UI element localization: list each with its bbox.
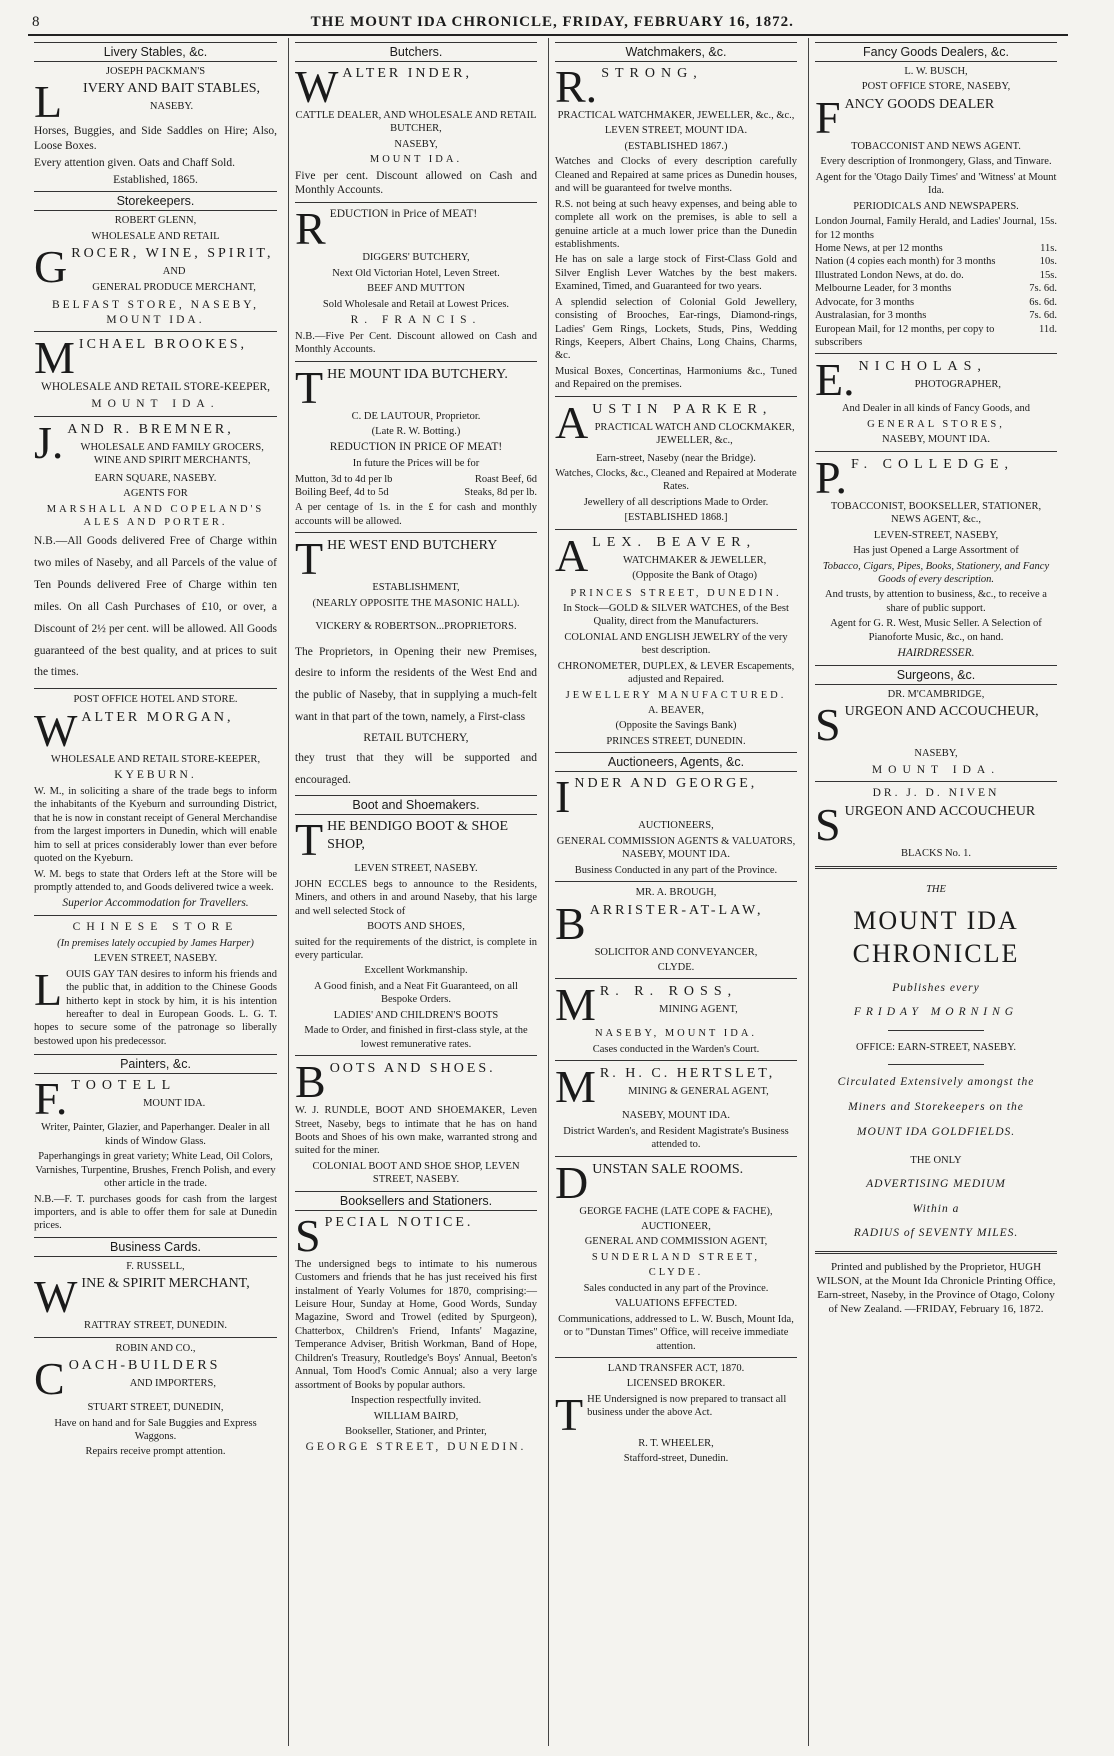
ad-nicholas: E. NICHOLAS, PHOTOGRAPHER, And Dealer in all kinds of Fancy Goods, and GENERAL STORES, NASEBY, MOUNT IDA. [815,354,1031,446]
column-2 [288,38,543,1746]
ad-west-end-butchery: THE WEST END BUTCHERY ESTABLISHMENT, (NEARLY OPPOSITE THE MASONIC HALL). VICKERY & ROBERTSON...PROPRIETORS. The Proprietors, in Opening their new Premises, desire to inform the residents of the West End and the public of Naseby, that in supplying a much-felt want in that part of the town, namely, a First-class RETAIL BUTCHERY, they trust that they will be supported and encouraged. [295,533,537,786]
section-auctioneers: Auctioneers, Agents, &c. [555,752,797,772]
ad-brookes: MICHAEL BROOKES, WHOLESALE AND RETAIL STORE-KEEPER, MOUNT IDA. [34,332,271,411]
section-painters: Painters, &c. [34,1054,277,1074]
ad-bendigo: THE BENDIGO BOOT & SHOE SHOP, LEVEN STREET, NASEBY. JOHN ECCLES begs to announce to the Residents, Miners, and others in and around Naseby, that his large and well selected Stock of BOOTS AND SHOES, suited for the requirements of the district, is complete in every particular. Excellent Workmanship. A Good finish, and a Neat Fit Guaranteed, on all Bespoke Orders. LADIES' AND CHILDREN'S BOOTS Made to Order, and finished in first-class style, at the lowest remunerative rates. [295,814,537,1050]
ad-busch: L. W. BUSCH, POST OFFICE STORE, NASEBY, FANCY GOODS DEALER TOBACCONIST AND NEWS AGENT. Every description of Ironmongery, Glass, and Tinware. Agent for the 'Otago Daily Times' and 'Witness' at Mount Ida. PERIODICALS AND NEWSPAPERS. London Journal, Family Herald, and Ladies' Journal, for 12 months 15s. Home News, at per 12 months 11s. Nation (4 copies each month) for 3 months 10s. Illustrated London News, at do. do. 15s. Melbourne Leader, for 3 months 7s. 6d. Advocate, for 3 months 6s. 6d. Australasian, for 3 months 7s. 6d. European Mail, for 12 months, per copy to subscribers 11d. [815,66,1057,348]
newspaper-page [28,12,1068,1746]
column-3 [548,38,803,1746]
section-storekeepers: Storekeepers. [34,191,277,211]
ad-ross: M R. R. ROSS, MINING AGENT, NASEBY, MOUNT IDA. Cases conducted in the Warden's Court. [555,979,760,1055]
ad-chronicle: THE MOUNT IDA CHRONICLE Publishes every FRIDAY MORNING OFFICE: EARN-STREET, NASEBY. Circulated Extensively amongst the Miners and Storekeepers on the MOUNT IDA GOLDFIELDS. THE ONLY ADVERTISING MEDIUM Within a RADIUS of SEVENTY MILES. [837,883,1035,1240]
ad-chinese-store: CHINESE STORE (In premises lately occupied by James Harper) LEVEN STREET, NASEBY. LOUIS GAY TAN desires to inform his friends and the public that, in addition to the Chinese Goods hitherto kept in stock by him, it is his intention hereafter to deal in European Goods. L. G. T. hopes to secure some of the patronage so liberally bestowed upon his predecessor. [34,921,277,1047]
ad-colledge: P. F. COLLEDGE, TOBACCONIST, BOOKSELLER, STATIONER, NEWS AGENT, &c., LEVEN-STREET, NASEBY, Has just Opened a Large Assortment of Tobacco, Cigars, Pipes, Books, Stationery, and Fancy Goods of every description. And trusts, by attention to business, &c., to receive a share of public support. Agent for G. R. West, Music Seller. A Selection of Pianoforte Music, &c., on hand. HAIRDRESSER. [815,451,1050,660]
ad-brough: MR. A. BROUGH, BARRISTER-AT-LAW, SOLICITOR AND CONVEYANCER, CLYDE. [555,887,764,973]
ad-russell: F. RUSSELL, WINE & SPIRIT MERCHANT, RATTRAY STREET, DUNEDIN. [34,1260,250,1332]
ad-baird: SPECIAL NOTICE. The undersigned begs to intimate to his numerous Customers and friends that he has just received his first instalment of Yearly Volumes for 1870, comprising:—Leisure Hour, Sunday at Home, Good Words, Sunday Magazine, Sword and Trowel (edited by Spurgeon), Chatterbox, Children's Friend, Infants' Magazine, Temperance Adviser, British Workman, Band of Hope, Children's Treasury, Routledge's Boys' Annual, Beeton's Annual, Tom Hood's Comic Annual; also a very large assortment of Books by popular authors. Inspection respectfully invited. WILLIAM BAIRD, Bookseller, Stationer, and Printer, GEORGE STREET, DUNEDIN. [295,1209,537,1454]
column-1 [28,38,283,1746]
ad-packman: JOSEPH PACKMAN'S L IVERY AND BAIT STABLES, NASEBY. Horses, Buggies, and Side Saddles on Hire; Also, Loose Boxes. Every attention given. Oats and Chaff Sold. Established, 1865. [34,66,277,186]
section-surgeons: Surgeons, &c. [815,665,1057,685]
ad-beaver: ALEX. BEAVER, WATCHMAKER & JEWELLER, (Opposite the Bank of Otago) PRINCES STREET, DUNEDIN. In Stock—GOLD & SILVER WATCHES, of the Best Quality, direct from the Manufacturers. COLONIAL AND ENGLISH JEWELRY of the very best description. CHRONOMETER, DUPLEX, & LEVER Escapements, adjusted and Repaired. JEWELLERY MANUFACTURED. A. BEAVER, (Opposite the Savings Bank) PRINCES STREET, DUNEDIN. [555,529,795,747]
section-books: Booksellers and Stationers. [295,1191,537,1211]
section-livery: Livery Stables, &c. [34,42,277,62]
ad-diggers: REDUCTION in Price of MEAT! DIGGERS' BUTCHERY, Next Old Victorian Hotel, Leven Street. BEEF AND MUTTON Sold Wholesale and Retail at Lowest Prices. R. FRANCIS. N.B.—Five Per Cent. Discount allowed on Cash and Monthly Accounts. [295,203,537,356]
imprint: Printed and published by the Proprietor, HUGH WILSON, at the Mount Ida Chronicle Printing Office, Earn-street, Naseby, in the Province of Otago, Colony of New Zealand. —FRIDAY, February 16, 1872. [816,1261,1056,1316]
ad-strong: R. STRONG, PRACTICAL WATCHMAKER, JEWELLER, &c., &c., LEVEN STREET, MOUNT IDA. (ESTABLISHED 1867.) Watches and Clocks of every description carefully Cleaned and Repaired at same prices as Dunedin houses, and will be guaranteed for twelve months. R.S. not being at such heavy expenses, and being able to complete all work on the premises, is able to sell a genuine article at a much lower price than the Dunedin establishments. He has on sale a large stock of First-Class Gold and Silver English Lever Watches by the best makers. Examined, Timed, and Guaranteed for two years. A splendid selection of Colonial Gold Jewellery, consisting of Brooches, Ear-rings, Diamond-rings, Ladies' Gem Rings, Lockets, Studs, Pins, Wedding Rings, Keepers, Albert Chains, Long Chains, Charms, &c. Musical Boxes, Concertinas, Harmoniums &c., Tuned and Repaired on the premises. [555,61,797,391]
ad-bremner: J. AND R. BREMNER, WHOLESALE AND FAMILY GROCERS, WINE AND SPIRIT MERCHANTS, EARN SQUARE, NASEBY. AGENTS FOR MARSHALL AND COPELAND'S ALES AND PORTER. N.B.—All Goods delivered Free of Charge within two miles of Naseby, and all Parcels of the value of Ten Pounds delivered Free of Charge within ten miles. On all Cash Purchases of £10, or over, a Discount of 2½ per cent. will be allowed. All Goods guaranteed of the best quality, and at prices to suit the times. [34,416,277,679]
section-fancy-goods: Fancy Goods Dealers, &c. [815,42,1057,62]
column-4 [808,38,1063,1746]
masthead [28,12,1068,36]
ad-hertslet: M R. H. C. HERTSLET, MINING & GENERAL AGENT, NASEBY, MOUNT IDA. District Warden's, and Resident Magistrate's Business attended to. [555,1061,789,1151]
ad-glenn: ROBERT GLENN, WHOLESALE AND RETAIL GROCER, WINE, SPIRIT, AND GENERAL PRODUCE MERCHANT, BELFAST STORE, NASEBY, MOUNT IDA. [34,215,274,326]
ad-parker: AUSTIN PARKER, PRACTICAL WATCH AND CLOCKMAKER, JEWELLER, &c., Earn-street, Naseby (near the Bridge). Watches, Clocks, &c., Cleaned and Repaired at Moderate Rates. Jewellery of all descriptions Made to Order. [ESTABLISHED 1868.] [555,396,797,524]
ad-robin: ROBIN AND CO., COACH-BUILDERS AND IMPORTERS, STUART STREET, DUNEDIN, Have on hand and for Sale Buggies and Express Waggons. Repairs receive prompt attention. [34,1342,257,1458]
columns [28,38,1068,1746]
ad-inder: WALTER INDER, CATTLE DEALER, AND WHOLESALE AND RETAIL BUTCHER, NASEBY, MOUNT IDA. Five per cent. Discount allowed on Cash and Monthly Accounts. [295,61,537,197]
ad-inder-george: INDER AND GEORGE, AUCTIONEERS, GENERAL COMMISSION AGENTS & VALUATORS, NASEBY, MOUNT IDA. Business Conducted in any part of the Province. [555,771,796,876]
ad-morgan: POST OFFICE HOTEL AND STORE. WALTER MORGAN, WHOLESALE AND RETAIL STORE-KEEPER, KYEBURN. W. M., in soliciting a share of the trade begs to inform the inhabitants of the Kyeburn and surrounding District, that he is now in constant receipt of General Merchandise from the largest importers in Dunedin, which will enable him to sell at prices considerably lower than ever before quoted on the Kyeburn. W. M. begs to state that Orders left at the Store will be promptly attended to, and Goods delivered twice a week. Superior Accommodation for Travellers. [34,694,277,910]
newspaper-title: THE MOUNT IDA CHRONICLE, FRIDAY, FEBRUARY 16, 1872. [310,14,794,30]
ad-tootell: F. TOOTELL MOUNT IDA. Writer, Painter, Glazier, and Paperhanger. Dealer in all kinds of Window Glass. Paperhangings in great variety; White Lead, Oil Colors, Varnishes, Turpentine, Brushes, French Polish, and every other article in the trade. N.B.—F. T. purchases goods for cash from the largest importers, and is able to offer them for sale at Dunedin prices. [34,1073,277,1232]
section-boot: Boot and Shoemakers. [295,795,537,815]
section-business-cards: Business Cards. [34,1237,277,1257]
ad-rundle: BOOTS AND SHOES. W. J. RUNDLE, BOOT AND SHOEMAKER, Leven Street, Naseby, begs to intimate that he has on hand Boots and Shoes of his own make, warranted strong and suited for the miner. COLONIAL BOOT AND SHOE SHOP, LEVEN STREET, NASEBY. [295,1056,537,1186]
ad-niven: DR. J. D. NIVEN SURGEON AND ACCOUCHEUR BLACKS No. 1. [815,787,1036,860]
ad-mccambridge: DR. M'CAMBRIDGE, SURGEON AND ACCOUCHEUR, NASEBY, MOUNT IDA. [815,688,1039,776]
ad-mount-ida-butchery: THE MOUNT IDA BUTCHERY. C. DE LAUTOUR, Proprietor. (Late R. W. Botting.) REDUCTION IN PRICE OF MEAT! In future the Prices will be for Mutton, 3d to 4d per lb Roast Beef, 6d Boiling Beef, 4d to 5d Steaks, 8d per lb. A per centage of 1s. in the £ for cash and monthly accounts will be allowed. [295,361,537,527]
section-butchers: Butchers. [295,42,537,62]
ad-wheeler: LAND TRANSFER ACT, 1870. LICENSED BROKER. THE Undersigned is now prepared to transact all business under the above Act. R. T. WHEELER, Stafford-street, Dunedin. [555,1362,787,1465]
section-watchmakers: Watchmakers, &c. [555,42,797,62]
page-number: 8 [32,14,41,30]
ad-dunstan-sale-rooms: DUNSTAN SALE ROOMS. GEORGE FACHE (LATE COPE & FACHE), AUCTIONEER, GENERAL AND COMMISSION AGENT, SUNDERLAND STREET, CLYDE. Sales conducted in any part of the Province. VALUATIONS EFFECTED. Communications, addressed to L. W. Busch, Mount Ida, or to "Dunstan Times" Office, will receive immediate attention. [555,1156,794,1352]
